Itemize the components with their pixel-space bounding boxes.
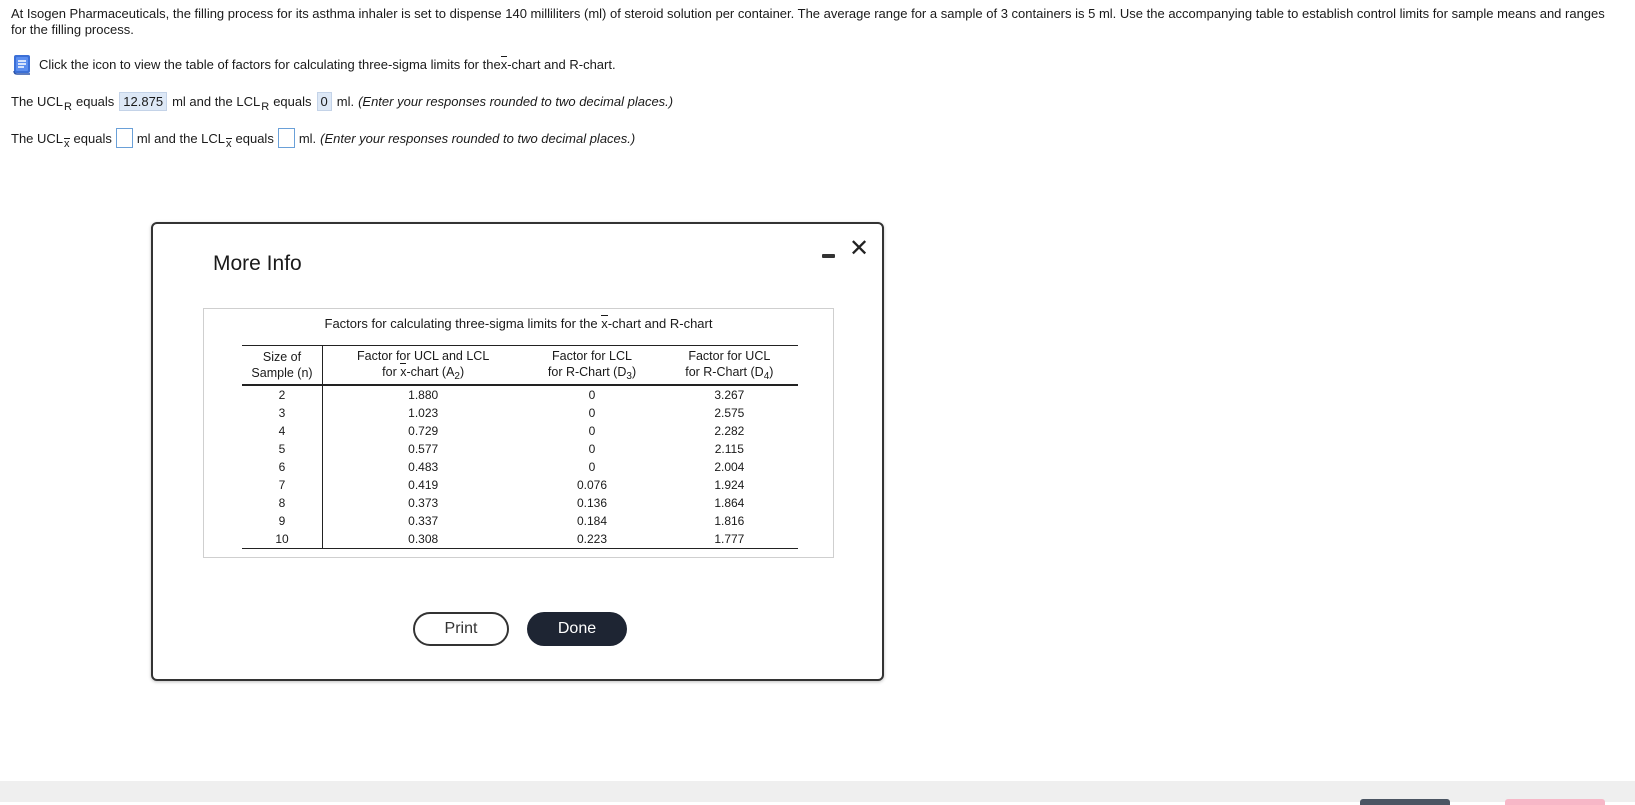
q2-sub-xbar2: x: [226, 138, 232, 150]
table-row: [242, 385, 798, 404]
cell-n: 3: [242, 404, 323, 422]
ucl-x-input[interactable]: [116, 128, 133, 148]
info-text-after: -chart and R-chart.: [507, 56, 616, 72]
cell-a2: 0.419: [408, 478, 439, 492]
cell-n: 5: [242, 440, 323, 458]
q1-unit: ml.: [336, 94, 355, 109]
q1-sub-r2: R: [261, 100, 270, 113]
q1-prefix: The UCL: [11, 94, 64, 109]
cell-d3: 0: [588, 406, 596, 420]
cell-a2: 1.880: [408, 388, 439, 402]
table-body: [242, 385, 798, 549]
header-d4: Factor for UCL for R-Chart $(D_4)$: [661, 346, 798, 386]
caption-xbar: x: [601, 316, 608, 331]
cell-d4: 3.267: [714, 388, 745, 402]
cell-d4: 2.282: [714, 424, 745, 438]
cell-d3: 0: [588, 460, 596, 474]
cell-d3: 0: [588, 442, 596, 456]
cell-d4: 1.816: [714, 514, 745, 528]
table-row: [242, 440, 798, 458]
cell-n: 9: [242, 512, 323, 530]
factors-table: [242, 345, 798, 549]
header-a2: Factor for UCL and LCL for x-chart $(A_2)$: [323, 346, 524, 386]
cell-d3: 0.223: [523, 530, 660, 549]
q2-sub-xbar: x: [64, 138, 70, 150]
minimize-icon[interactable]: [820, 246, 836, 262]
cell-a2: 0.308: [323, 530, 524, 549]
cell-a2: 0.337: [408, 514, 439, 528]
close-icon[interactable]: ✕: [848, 235, 870, 262]
info-line: [11, 53, 616, 75]
table-row: [242, 494, 798, 512]
cell-a2: 0.577: [408, 442, 439, 456]
lcl-r-answer[interactable]: 0: [317, 92, 332, 111]
more-info-dialog: [151, 222, 884, 681]
cell-n: 8: [242, 494, 323, 512]
cell-d4: 1.924: [714, 478, 745, 492]
problem-statement: At Isogen Pharmaceuticals, the filling process for its asthma inhaler is set to dispense 140 milliliters (ml) of steroid solution per container. The average range for a sample of 3 containers is 5 ml. Use the accompanying table to establish control limits for sample means and ranges for the filling process.: [11, 6, 1605, 37]
footer-button-pink[interactable]: [1505, 799, 1605, 805]
q1-equals2: equals: [273, 94, 312, 109]
dialog-title: More Info: [213, 252, 302, 275]
cell-d3: 0.184: [576, 514, 608, 528]
question-range-limits: [11, 92, 673, 111]
cell-d3: 0: [588, 388, 596, 402]
cell-a2: 0.373: [408, 496, 439, 510]
cell-n: 7: [242, 476, 323, 494]
info-text-before: Click the icon to view the table of factors for calculating three-sigma limits for the: [39, 56, 501, 72]
done-button[interactable]: Done: [527, 612, 627, 646]
table-caption: [204, 316, 833, 331]
table-row: [242, 458, 798, 476]
q1-sub-r: R: [64, 100, 72, 113]
footer-button-dark[interactable]: [1360, 799, 1450, 805]
table-row: [242, 422, 798, 440]
header-d3: Factor for LCL for R-Chart $(D_3)$: [523, 346, 660, 386]
cell-n: 10: [242, 530, 323, 549]
cell-a2: 0.483: [408, 460, 439, 474]
header-n: Size of Sample (n): [242, 346, 323, 386]
cell-a2: 1.023: [408, 406, 439, 420]
info-xbar: x: [500, 56, 508, 72]
factors-table-box: [203, 308, 834, 558]
q2-prefix: The UCL: [11, 130, 64, 146]
q1-equals: equals: [75, 94, 115, 109]
q2-equals2: equals: [235, 130, 274, 146]
book-icon[interactable]: [11, 53, 33, 75]
q2-unit: ml.: [298, 130, 317, 146]
cell-n: 4: [242, 422, 323, 440]
table-row: [242, 512, 798, 530]
question-mean-limits: [11, 128, 635, 148]
cell-d4: 2.115: [714, 442, 744, 456]
q2-equals: equals: [73, 130, 112, 146]
caption-before: Factors for calculating three-sigma limits for the: [324, 316, 602, 331]
cell-d3: 0: [588, 424, 596, 438]
cell-d4: 2.004: [714, 460, 745, 474]
q1-mid: ml and the LCL: [172, 94, 261, 109]
print-button[interactable]: Print: [413, 612, 509, 646]
lcl-x-input[interactable]: [278, 128, 295, 148]
caption-after: -chart and R-chart: [607, 316, 713, 331]
ucl-r-answer[interactable]: 12.875: [119, 92, 167, 111]
cell-d3: 0.076: [576, 478, 608, 492]
cell-d4: 1.777: [661, 530, 798, 549]
cell-d4: 1.864: [714, 496, 745, 510]
q1-hint: (Enter your responses rounded to two decimal places.): [358, 94, 674, 109]
table-row: [242, 404, 798, 422]
table-row: [242, 530, 798, 549]
cell-d4: 2.575: [714, 406, 745, 420]
q2-mid: ml and the LCL: [136, 130, 226, 146]
cell-n: 2: [242, 385, 323, 404]
cell-d3: 0.136: [576, 496, 608, 510]
q2-hint: (Enter your responses rounded to two decimal places.): [320, 130, 636, 146]
cell-n: 6: [242, 458, 323, 476]
table-row: [242, 476, 798, 494]
cell-a2: 0.729: [408, 424, 439, 438]
